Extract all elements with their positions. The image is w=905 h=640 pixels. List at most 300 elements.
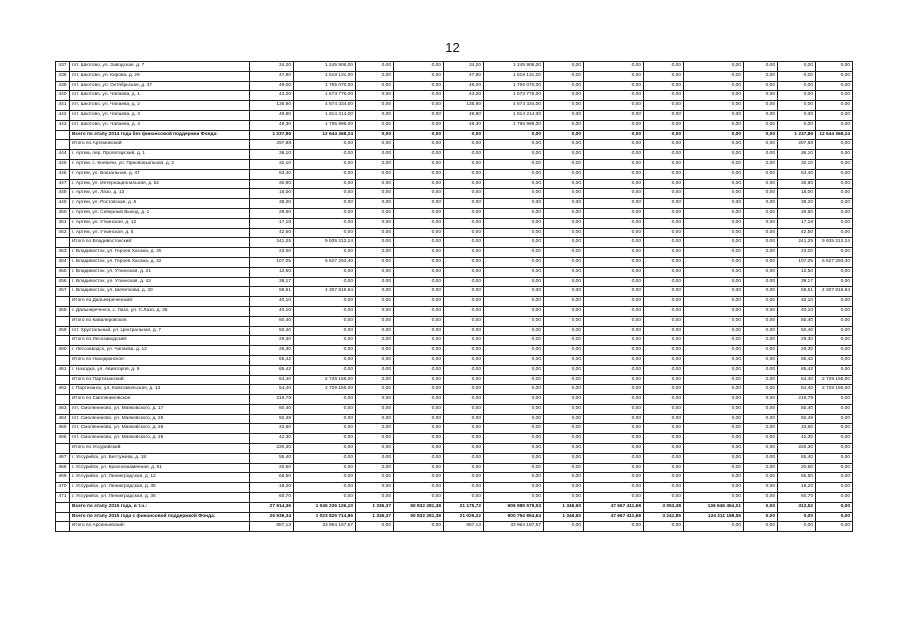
- table-row: [56, 453, 853, 463]
- value-cell: 0,00: [444, 375, 484, 385]
- row-number-cell: [56, 130, 70, 140]
- value-cell: 0,00: [544, 404, 584, 414]
- value-cell: 0,00: [444, 238, 484, 248]
- row-number-cell: 465: [56, 424, 70, 434]
- value-cell: 0,00: [394, 453, 444, 463]
- value-cell: 0,00: [444, 159, 484, 169]
- value-cell: 0,00: [394, 336, 444, 346]
- value-cell: 39,17: [778, 277, 816, 287]
- value-cell: 0,00: [544, 463, 584, 473]
- table-row: [56, 297, 853, 307]
- value-cell: 0,00: [584, 277, 644, 287]
- value-cell: 33 964 187,57: [484, 522, 544, 532]
- value-cell: 0,00: [744, 473, 778, 483]
- table-row: [56, 91, 853, 101]
- table-row: [56, 101, 853, 111]
- value-cell: 0,00: [356, 326, 394, 336]
- value-cell: 0,00: [394, 257, 444, 267]
- table-row: [56, 483, 853, 493]
- value-cell: 0,00: [816, 346, 853, 356]
- value-cell: 0,00: [684, 336, 744, 346]
- value-cell: 0,00: [356, 110, 394, 120]
- value-cell: 0,00: [584, 189, 644, 199]
- value-cell: 0,00: [684, 91, 744, 101]
- value-cell: 0,00: [294, 150, 356, 160]
- value-cell: 27 914,36: [250, 502, 294, 512]
- value-cell: 0,00: [644, 395, 684, 405]
- value-cell: 0,00: [444, 306, 484, 316]
- table-row: [56, 189, 853, 199]
- address-cell: Итого по Лесозаводский:: [70, 336, 250, 346]
- value-cell: 0,00: [744, 140, 778, 150]
- row-number-cell: 446: [56, 169, 70, 179]
- table-row: [56, 267, 853, 277]
- address-cell: пгт. Шкотово, ул. Чапаева, д. 3: [70, 110, 250, 120]
- value-cell: 219,79: [778, 395, 816, 405]
- value-cell: 0,00: [394, 159, 444, 169]
- row-number-cell: 442: [56, 110, 70, 120]
- value-cell: 0,00: [544, 316, 584, 326]
- value-cell: 0,00: [816, 248, 853, 258]
- value-cell: 0,00: [684, 385, 744, 395]
- value-cell: 2 729 155,00: [816, 375, 853, 385]
- value-cell: 0,00: [544, 199, 584, 209]
- value-cell: 0,00: [816, 414, 853, 424]
- value-cell: 0,00: [294, 365, 356, 375]
- value-cell: 1 336,37: [356, 512, 394, 522]
- value-cell: 0,00: [294, 424, 356, 434]
- value-cell: 0,00: [644, 297, 684, 307]
- address-cell: Итого по Кавалеровское:: [70, 316, 250, 326]
- value-cell: 0,00: [294, 208, 356, 218]
- value-cell: 0,00: [684, 297, 744, 307]
- value-cell: 0,00: [744, 522, 778, 532]
- value-cell: 0,00: [684, 130, 744, 140]
- value-cell: 0,00: [744, 238, 778, 248]
- value-cell: 0,00: [444, 365, 484, 375]
- value-cell: 0,00: [644, 169, 684, 179]
- value-cell: 34,20: [444, 62, 484, 72]
- address-cell: пгт. Смоляниново, ул. Маяковского, д. 25: [70, 414, 250, 424]
- value-cell: 0,00: [484, 473, 544, 483]
- table-row: [56, 248, 853, 258]
- value-cell: 0,00: [584, 208, 644, 218]
- value-cell: 0,00: [484, 493, 544, 503]
- value-cell: 2 729 155,00: [294, 385, 356, 395]
- value-cell: 33 964 187,57: [294, 522, 356, 532]
- value-cell: 0,00: [444, 208, 484, 218]
- value-cell: 0,00: [816, 199, 853, 209]
- value-cell: 0,00: [584, 297, 644, 307]
- value-cell: 0,00: [544, 140, 584, 150]
- value-cell: 0,00: [484, 267, 544, 277]
- value-cell: 0,00: [744, 120, 778, 130]
- value-cell: 0,00: [294, 346, 356, 356]
- value-cell: 50,40: [250, 316, 294, 326]
- value-cell: 0,00: [816, 179, 853, 189]
- value-cell: 0,00: [644, 326, 684, 336]
- value-cell: 0,00: [744, 512, 778, 522]
- value-cell: 0,00: [544, 395, 584, 405]
- value-cell: 0,00: [444, 199, 484, 209]
- value-cell: 0,00: [484, 140, 544, 150]
- value-cell: 0,00: [356, 277, 394, 287]
- value-cell: 42,30: [778, 434, 816, 444]
- value-cell: 0,00: [356, 493, 394, 503]
- value-cell: 12,50: [778, 267, 816, 277]
- value-cell: 0,00: [394, 346, 444, 356]
- value-cell: 4 307 919,84: [294, 287, 356, 297]
- value-cell: 0,00: [294, 297, 356, 307]
- table-total-row: [56, 130, 853, 140]
- value-cell: 0,00: [356, 346, 394, 356]
- value-cell: 0,00: [584, 522, 644, 532]
- value-cell: 0,00: [684, 248, 744, 258]
- value-cell: 0,00: [778, 110, 816, 120]
- value-cell: 0,00: [644, 336, 684, 346]
- value-cell: 0,00: [544, 208, 584, 218]
- value-cell: 0,00: [684, 346, 744, 356]
- value-cell: 0,00: [356, 463, 394, 473]
- value-cell: 0,00: [584, 473, 644, 483]
- value-cell: 0,00: [544, 306, 584, 316]
- value-cell: 12 644 368,24: [294, 130, 356, 140]
- value-cell: 0,00: [584, 463, 644, 473]
- value-cell: 0,00: [294, 179, 356, 189]
- value-cell: 0,00: [484, 395, 544, 405]
- value-cell: 241,25: [778, 238, 816, 248]
- value-cell: 0,00: [394, 306, 444, 316]
- value-cell: 900 794 854,64: [484, 512, 544, 522]
- value-cell: 0,00: [294, 395, 356, 405]
- value-cell: 3 241,85: [644, 512, 684, 522]
- value-cell: 38,20: [778, 199, 816, 209]
- value-cell: 0,00: [584, 248, 644, 258]
- value-cell: 0,00: [684, 71, 744, 81]
- value-cell: 0,00: [356, 189, 394, 199]
- value-cell: 26 939,34: [250, 512, 294, 522]
- value-cell: 23,00: [778, 248, 816, 258]
- value-cell: 0,00: [644, 493, 684, 503]
- row-number-cell: 460: [56, 346, 70, 356]
- value-cell: 0,00: [394, 493, 444, 503]
- value-cell: 107,05: [778, 257, 816, 267]
- value-cell: 0,00: [744, 493, 778, 503]
- value-cell: 29,30: [778, 346, 816, 356]
- value-cell: 0,00: [584, 316, 644, 326]
- address-cell: г. Владивосток, ул. Шепеткова, д. 30: [70, 287, 250, 297]
- row-number-cell: 439: [56, 81, 70, 91]
- value-cell: 0,00: [394, 110, 444, 120]
- row-number-cell: 450: [56, 208, 70, 218]
- address-cell: г. Артем, пер. Пролетарский, д. 1: [70, 150, 250, 160]
- value-cell: 0,00: [394, 150, 444, 160]
- row-number-cell: 437: [56, 62, 70, 72]
- address-cell: г. Уссурийск, ул. Ленинградская, д. 35: [70, 483, 250, 493]
- value-cell: 0,00: [356, 169, 394, 179]
- value-cell: 0,00: [484, 483, 544, 493]
- value-cell: 0,00: [394, 140, 444, 150]
- address-cell: пгт. Смоляниново, ул. Маяковского, д. 28: [70, 424, 250, 434]
- value-cell: 0,00: [484, 375, 544, 385]
- value-cell: 0,00: [816, 169, 853, 179]
- value-cell: 0,00: [684, 169, 744, 179]
- value-cell: 0,00: [444, 316, 484, 326]
- value-cell: 0,00: [544, 453, 584, 463]
- value-cell: 0,00: [816, 355, 853, 365]
- table-row: [56, 120, 853, 130]
- value-cell: 29,30: [778, 336, 816, 346]
- value-cell: 0,00: [644, 189, 684, 199]
- table-row: [56, 238, 853, 248]
- row-number-cell: [56, 512, 70, 522]
- value-cell: 2 729 155,00: [294, 375, 356, 385]
- value-cell: 50,40: [778, 326, 816, 336]
- address-cell: г. Лесозаводск, ул. Чапаева, д. 12: [70, 346, 250, 356]
- value-cell: 0,00: [356, 199, 394, 209]
- value-cell: 0,00: [356, 140, 394, 150]
- value-cell: 0,00: [778, 71, 816, 81]
- value-cell: 0,00: [584, 306, 644, 316]
- value-cell: 0,00: [744, 463, 778, 473]
- value-cell: 0,00: [584, 365, 644, 375]
- address-cell: г. Артем, ул. Лазо, д. 13: [70, 189, 250, 199]
- value-cell: 0,00: [294, 189, 356, 199]
- value-cell: 0,00: [394, 483, 444, 493]
- value-cell: 0,00: [684, 522, 744, 532]
- value-cell: 0,00: [294, 483, 356, 493]
- value-cell: 0,00: [544, 385, 584, 395]
- value-cell: 0,00: [816, 444, 853, 454]
- value-cell: 0,00: [444, 140, 484, 150]
- value-cell: 0,00: [778, 512, 816, 522]
- value-cell: 0,00: [444, 404, 484, 414]
- value-cell: 0,00: [644, 385, 684, 395]
- value-cell: 0,00: [684, 355, 744, 365]
- value-cell: 0,00: [816, 159, 853, 169]
- value-cell: 0,00: [816, 140, 853, 150]
- value-cell: 0,00: [444, 326, 484, 336]
- value-cell: 313,52: [778, 502, 816, 512]
- value-cell: 0,00: [444, 130, 484, 140]
- value-cell: 0,00: [744, 257, 778, 267]
- value-cell: 0,00: [644, 238, 684, 248]
- value-cell: 23,00: [250, 248, 294, 258]
- value-cell: 0,00: [644, 316, 684, 326]
- address-cell: Итого по Дальнереченский:: [70, 297, 250, 307]
- value-cell: 0,00: [644, 228, 684, 238]
- row-number-cell: [56, 238, 70, 248]
- row-number-cell: [56, 502, 70, 512]
- value-cell: 0,00: [294, 267, 356, 277]
- value-cell: 18,20: [250, 483, 294, 493]
- row-number-cell: 458: [56, 306, 70, 316]
- value-cell: 0,00: [584, 493, 644, 503]
- value-cell: 0,00: [544, 150, 584, 160]
- address-cell: г. Уссурийск, ул. Ленинградская, д. 12: [70, 473, 250, 483]
- address-cell: пгт. Шкотово, ул. Чапаева, д. 2: [70, 101, 250, 111]
- value-cell: 0,00: [744, 267, 778, 277]
- value-cell: 0,00: [744, 424, 778, 434]
- value-cell: 0,00: [484, 169, 544, 179]
- address-cell: г. Артем, ул. Уткинская, д. 12: [70, 218, 250, 228]
- value-cell: 0,00: [744, 385, 778, 395]
- value-cell: 0,00: [744, 179, 778, 189]
- value-cell: 0,00: [394, 62, 444, 72]
- row-number-cell: 457: [56, 287, 70, 297]
- value-cell: 0,00: [816, 277, 853, 287]
- value-cell: 0,00: [356, 91, 394, 101]
- value-cell: 0,00: [294, 218, 356, 228]
- value-cell: 18,00: [778, 189, 816, 199]
- value-cell: 0,00: [684, 316, 744, 326]
- value-cell: 0,00: [744, 444, 778, 454]
- value-cell: 38,20: [250, 199, 294, 209]
- value-cell: 0,00: [544, 62, 584, 72]
- value-cell: 0,00: [444, 336, 484, 346]
- value-cell: 0,00: [644, 444, 684, 454]
- value-cell: 0,00: [644, 81, 684, 91]
- value-cell: 0,00: [544, 287, 584, 297]
- value-cell: 0,00: [484, 228, 544, 238]
- value-cell: 0,00: [644, 140, 684, 150]
- row-number-cell: 462: [56, 385, 70, 395]
- value-cell: 0,00: [394, 326, 444, 336]
- value-cell: 0,00: [644, 434, 684, 444]
- value-cell: 47 667 411,68: [584, 502, 644, 512]
- value-cell: 0,00: [356, 316, 394, 326]
- value-cell: 0,00: [294, 493, 356, 503]
- value-cell: 0,00: [816, 424, 853, 434]
- row-number-cell: [56, 297, 70, 307]
- value-cell: 297,88: [778, 140, 816, 150]
- value-cell: 0,00: [644, 277, 684, 287]
- address-cell: пгт. Смоляниново, ул. Маяковского, д. 29: [70, 434, 250, 444]
- value-cell: 0,00: [644, 267, 684, 277]
- value-cell: 4 307 919,84: [816, 287, 853, 297]
- address-cell: г. Артем, ул. Интернациональная, д. 52: [70, 179, 250, 189]
- table-row: [56, 473, 853, 483]
- value-cell: 0,00: [356, 395, 394, 405]
- value-cell: 0,00: [684, 375, 744, 385]
- value-cell: 0,00: [484, 189, 544, 199]
- value-cell: 0,00: [544, 414, 584, 424]
- address-cell: Итого по Артемовский:: [70, 140, 250, 150]
- value-cell: 0,00: [816, 365, 853, 375]
- value-cell: 0,00: [644, 287, 684, 297]
- table-row: [56, 71, 853, 81]
- value-cell: 887,13: [444, 522, 484, 532]
- value-cell: 0,00: [544, 522, 584, 532]
- value-cell: 0,00: [744, 355, 778, 365]
- value-cell: 1 573 776,00: [484, 91, 544, 101]
- table-total-row: [56, 502, 853, 512]
- value-cell: 0,00: [744, 346, 778, 356]
- value-cell: 50,40: [778, 404, 816, 414]
- value-cell: 0,00: [356, 365, 394, 375]
- value-cell: 32,10: [778, 159, 816, 169]
- value-cell: 0,00: [294, 199, 356, 209]
- value-cell: 0,00: [584, 238, 644, 248]
- value-cell: 55,40: [778, 453, 816, 463]
- table-row: [56, 522, 853, 532]
- value-cell: 0,00: [394, 287, 444, 297]
- row-number-cell: 451: [56, 218, 70, 228]
- value-cell: 0,00: [294, 326, 356, 336]
- value-cell: 0,00: [484, 346, 544, 356]
- value-cell: 0,00: [356, 434, 394, 444]
- value-cell: 0,00: [294, 404, 356, 414]
- value-cell: 0,00: [356, 306, 394, 316]
- row-number-cell: [56, 355, 70, 365]
- address-cell: г. Уссурийск, ул. Бестужева, д. 18: [70, 453, 250, 463]
- table-row: [56, 257, 853, 267]
- value-cell: 0,00: [356, 150, 394, 160]
- value-cell: 0,00: [394, 189, 444, 199]
- table-row: [56, 169, 853, 179]
- value-cell: 0,00: [444, 444, 484, 454]
- value-cell: 1 814 214,00: [484, 110, 544, 120]
- value-cell: 0,00: [644, 463, 684, 473]
- value-cell: 47,80: [444, 71, 484, 81]
- value-cell: 887,13: [250, 522, 294, 532]
- value-cell: 65,50: [778, 473, 816, 483]
- table-row: [56, 150, 853, 160]
- value-cell: 0,00: [544, 130, 584, 140]
- value-cell: 0,00: [356, 336, 394, 346]
- value-cell: 0,00: [544, 238, 584, 248]
- value-cell: 0,00: [356, 120, 394, 130]
- address-cell: пгт. Хрустальный, ул. Центральная, д. 7: [70, 326, 250, 336]
- value-cell: 0,00: [394, 316, 444, 326]
- address-cell: Итого по Владивостокский:: [70, 238, 250, 248]
- value-cell: 0,00: [444, 150, 484, 160]
- value-cell: 47 667 411,68: [584, 512, 644, 522]
- value-cell: 0,00: [356, 297, 394, 307]
- value-cell: 0,00: [294, 228, 356, 238]
- value-cell: 0,00: [684, 453, 744, 463]
- value-cell: 0,00: [294, 140, 356, 150]
- row-number-cell: [56, 444, 70, 454]
- value-cell: 0,00: [444, 189, 484, 199]
- value-cell: 0,00: [544, 424, 584, 434]
- value-cell: 0,00: [684, 414, 744, 424]
- value-cell: 20,50: [250, 463, 294, 473]
- value-cell: 50 832 281,38: [394, 502, 444, 512]
- value-cell: 0,00: [684, 424, 744, 434]
- table-row: [56, 493, 853, 503]
- value-cell: 1 245 906,00: [294, 62, 356, 72]
- value-cell: 40,10: [250, 306, 294, 316]
- value-cell: 0,00: [684, 62, 744, 72]
- value-cell: 54,40: [250, 375, 294, 385]
- value-cell: 0,00: [744, 277, 778, 287]
- value-cell: 32,10: [250, 159, 294, 169]
- value-cell: 0,00: [484, 218, 544, 228]
- table-row: [56, 199, 853, 209]
- table-row: [56, 355, 853, 365]
- value-cell: 0,00: [394, 297, 444, 307]
- value-cell: 0,00: [644, 150, 684, 160]
- value-cell: 0,00: [394, 228, 444, 238]
- value-cell: 0,00: [744, 189, 778, 199]
- value-cell: 0,00: [644, 179, 684, 189]
- value-cell: 124 211 198,56: [684, 512, 744, 522]
- value-cell: 0,00: [484, 287, 544, 297]
- value-cell: 0,00: [816, 434, 853, 444]
- value-cell: 1 346,60: [544, 502, 584, 512]
- row-number-cell: [56, 375, 70, 385]
